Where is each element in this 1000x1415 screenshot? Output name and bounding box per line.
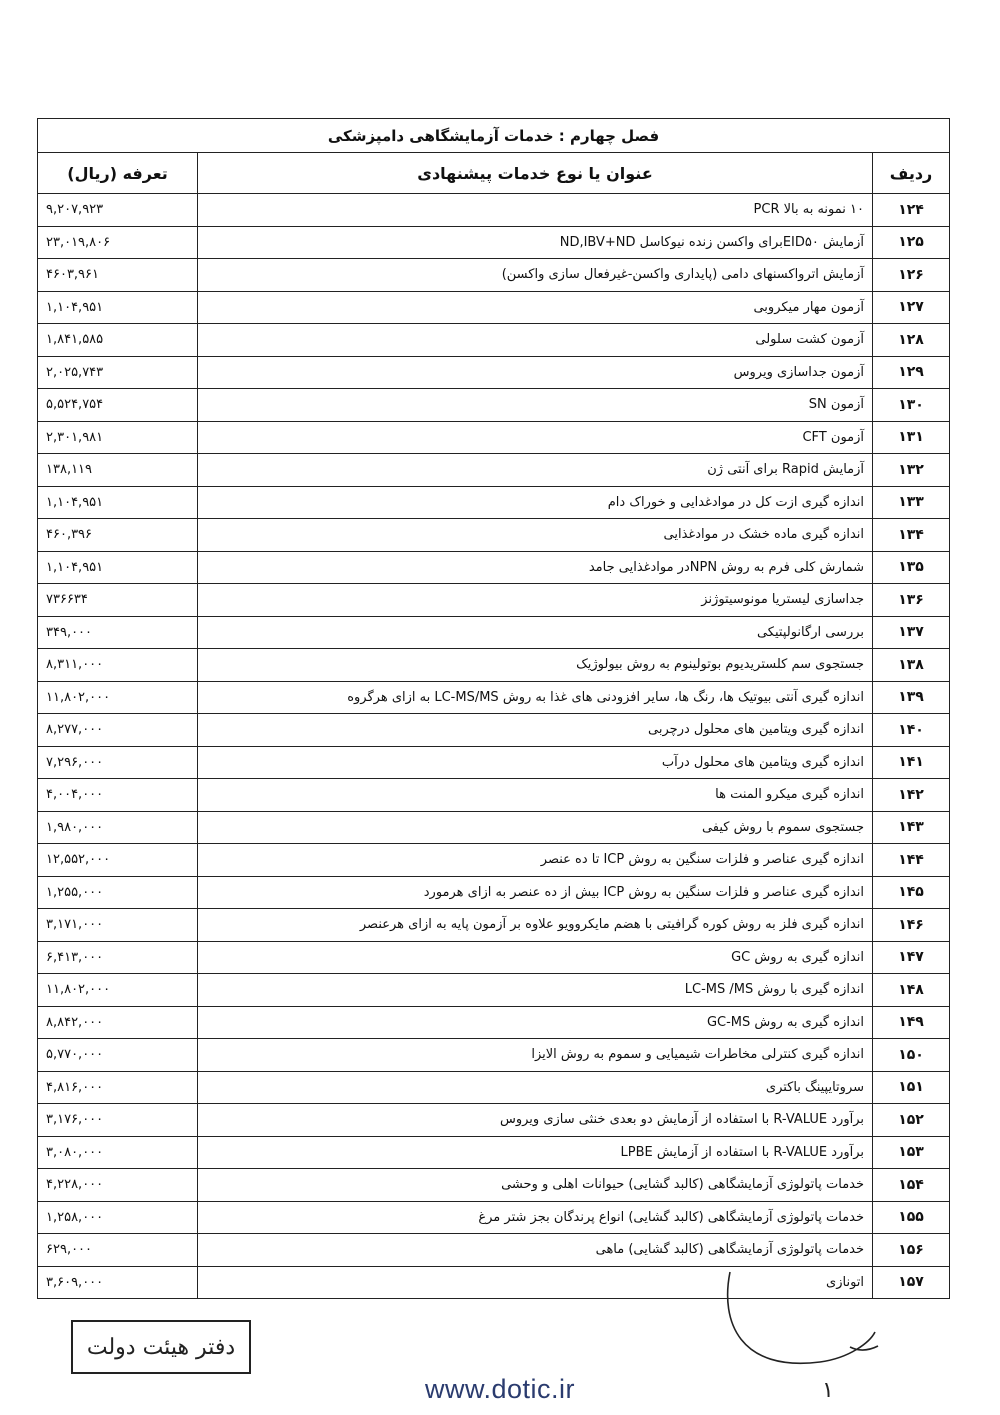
row-title: آزمون جداسازی ویروس — [198, 356, 873, 389]
tariff-table — [37, 118, 950, 1299]
row-index: ۱۴۸ — [873, 974, 950, 1007]
table-row — [38, 974, 950, 1007]
row-title: اندازه گیری آنتی بیوتیک ها، رنگ ها، سایر افزودنی های غذا به روش LC-MS/MS به ازای هرگروه — [198, 681, 873, 714]
row-title: اندازه گیری عناصر و فلزات سنگین به روش ICP بیش از ده عنصر به ازای هرمورد — [198, 876, 873, 909]
row-price: ۱۲,۵۵۲,۰۰۰ — [38, 844, 198, 877]
row-index: ۱۲۷ — [873, 291, 950, 324]
footer-url[interactable]: www.dotic.ir — [424, 1374, 576, 1404]
table-row — [38, 681, 950, 714]
row-title: اندازه گیری ماده خشک در موادغذایی — [198, 519, 873, 552]
row-index: ۱۴۹ — [873, 1006, 950, 1039]
row-index: ۱۴۷ — [873, 941, 950, 974]
row-price: ۳۴۹,۰۰۰ — [38, 616, 198, 649]
row-index: ۱۳۵ — [873, 551, 950, 584]
row-price: ۴۶۰,۳۹۶ — [38, 519, 198, 552]
table-row — [38, 324, 950, 357]
row-index: ۱۳۶ — [873, 584, 950, 617]
table-row — [38, 1006, 950, 1039]
row-title: جداسازی لیستریا مونوسیتوژنز — [198, 584, 873, 617]
row-price: ۱,۱۰۴,۹۵۱ — [38, 551, 198, 584]
row-index: ۱۴۶ — [873, 909, 950, 942]
row-price: ۲,۳۰۱,۹۸۱ — [38, 421, 198, 454]
row-price: ۹,۲۰۷,۹۲۳ — [38, 194, 198, 227]
row-index: ۱۲۸ — [873, 324, 950, 357]
chapter-title-row — [38, 119, 950, 153]
table-row — [38, 941, 950, 974]
header-row — [38, 153, 950, 194]
row-index: ۱۲۵ — [873, 226, 950, 259]
row-price: ۸,۸۴۲,۰۰۰ — [38, 1006, 198, 1039]
row-price: ۱,۱۰۴,۹۵۱ — [38, 486, 198, 519]
row-title: سروتایپینگ باکتری — [198, 1071, 873, 1104]
row-title: اندازه گیری به روش GC-MS — [198, 1006, 873, 1039]
row-price: ۱,۹۸۰,۰۰۰ — [38, 811, 198, 844]
row-title: خدمات پاتولوژی آزمایشگاهی (کالبد گشایی) ماهی — [198, 1234, 873, 1267]
table-row — [38, 584, 950, 617]
row-title: جستجوی سم کلستریدیوم بوتولینوم به روش بیولوژیک — [198, 649, 873, 682]
row-title: آزمون CFT — [198, 421, 873, 454]
row-price: ۶۲۹,۰۰۰ — [38, 1234, 198, 1267]
row-title: آزمون مهار میکروبی — [198, 291, 873, 324]
row-price: ۴,۰۰۴,۰۰۰ — [38, 779, 198, 812]
row-index: ۱۵۲ — [873, 1104, 950, 1137]
table-row — [38, 714, 950, 747]
table-row — [38, 1201, 950, 1234]
row-index: ۱۵۰ — [873, 1039, 950, 1072]
row-title: اندازه گیری با روش LC-MS /MS — [198, 974, 873, 1007]
row-title: بررسی ارگانولپتیکی — [198, 616, 873, 649]
row-price: ۴۶۰۳,۹۶۱ — [38, 259, 198, 292]
row-title: اندازه گیری به روش GC — [198, 941, 873, 974]
table-row — [38, 551, 950, 584]
row-index: ۱۲۶ — [873, 259, 950, 292]
row-price: ۳,۱۷۱,۰۰۰ — [38, 909, 198, 942]
row-index: ۱۳۰ — [873, 389, 950, 422]
row-title: آزمون کشت سلولی — [198, 324, 873, 357]
row-index: ۱۴۴ — [873, 844, 950, 877]
row-price: ۸,۲۷۷,۰۰۰ — [38, 714, 198, 747]
row-index: ۱۵۱ — [873, 1071, 950, 1104]
row-index: ۱۵۴ — [873, 1169, 950, 1202]
row-index: ۱۵۵ — [873, 1201, 950, 1234]
row-title: آزمون SN — [198, 389, 873, 422]
table-row — [38, 746, 950, 779]
row-title: ۱۰ نمونه به بالا PCR — [198, 194, 873, 227]
table-row — [38, 1136, 950, 1169]
table-row — [38, 194, 950, 227]
row-index: ۱۳۳ — [873, 486, 950, 519]
page-number: ۱ — [822, 1378, 834, 1403]
table-row — [38, 259, 950, 292]
table-body — [38, 194, 950, 1299]
row-price: ۱,۸۴۱,۵۸۵ — [38, 324, 198, 357]
row-title: شمارش کلی فرم به روش NPNدر موادغذایی جامد — [198, 551, 873, 584]
row-title: خدمات پاتولوژی آزمایشگاهی (کالبد گشایی) حیوانات اهلی و وحشی — [198, 1169, 873, 1202]
row-title: اندازه گیری عناصر و فلزات سنگین به روش ICP تا ده عنصر — [198, 844, 873, 877]
row-price: ۷,۲۹۶,۰۰۰ — [38, 746, 198, 779]
row-index: ۱۲۹ — [873, 356, 950, 389]
row-price: ۲۳,۰۱۹,۸۰۶ — [38, 226, 198, 259]
table-row — [38, 811, 950, 844]
row-price: ۵,۵۲۴,۷۵۴ — [38, 389, 198, 422]
row-index: ۱۵۳ — [873, 1136, 950, 1169]
table-row — [38, 1169, 950, 1202]
row-title: اتونازی — [198, 1266, 873, 1299]
row-index: ۱۴۱ — [873, 746, 950, 779]
table-row — [38, 909, 950, 942]
table-row — [38, 616, 950, 649]
row-price: ۱,۱۰۴,۹۵۱ — [38, 291, 198, 324]
row-index: ۱۴۳ — [873, 811, 950, 844]
header-title: عنوان یا نوع خدمات پیشنهادی — [198, 153, 873, 194]
tariff-document — [37, 118, 949, 1299]
row-title: اندازه گیری میکرو المنت ها — [198, 779, 873, 812]
row-title: اندازه گیری ویتامین های محلول درچربی — [198, 714, 873, 747]
row-price: ۱۱,۸۰۲,۰۰۰ — [38, 681, 198, 714]
government-office-stamp: دفتر هیئت دولت — [71, 1320, 251, 1374]
row-index: ۱۴۲ — [873, 779, 950, 812]
header-price: تعرفه (ریال) — [38, 153, 198, 194]
chapter-title: فصل چهارم : خدمات آزمایشگاهی دامپزشکی — [38, 119, 950, 153]
row-price: ۴,۲۲۸,۰۰۰ — [38, 1169, 198, 1202]
row-price: ۳,۶۰۹,۰۰۰ — [38, 1266, 198, 1299]
row-index: ۱۲۴ — [873, 194, 950, 227]
table-row — [38, 779, 950, 812]
row-title: آزمایش Rapid برای آنتی ژن — [198, 454, 873, 487]
row-index: ۱۳۸ — [873, 649, 950, 682]
table-row — [38, 876, 950, 909]
row-index: ۱۴۰ — [873, 714, 950, 747]
row-price: ۱۱,۸۰۲,۰۰۰ — [38, 974, 198, 1007]
row-index: ۱۳۱ — [873, 421, 950, 454]
row-title: اندازه گیری فلز به روش کوره گرافیتی با هضم مایکروویو علاوه بر آزمون پایه به ازای هرعنصر — [198, 909, 873, 942]
row-index: ۱۳۹ — [873, 681, 950, 714]
row-price: ۳,۱۷۶,۰۰۰ — [38, 1104, 198, 1137]
table-row — [38, 421, 950, 454]
table-row — [38, 454, 950, 487]
row-price: ۷۳۶۶۳۴ — [38, 584, 198, 617]
table-row — [38, 1039, 950, 1072]
row-price: ۱۳۸,۱۱۹ — [38, 454, 198, 487]
row-price: ۲,۰۲۵,۷۴۳ — [38, 356, 198, 389]
table-row — [38, 486, 950, 519]
header-index: ردیف — [873, 153, 950, 194]
table-row — [38, 519, 950, 552]
row-index: ۱۳۲ — [873, 454, 950, 487]
row-title: اندازه گیری کنترلی مخاطرات شیمیایی و سموم به روش الایزا — [198, 1039, 873, 1072]
row-index: ۱۳۷ — [873, 616, 950, 649]
row-title: اندازه گیری ازت کل در موادغدایی و خوراک دام — [198, 486, 873, 519]
table-row — [38, 1071, 950, 1104]
signature-mark — [700, 1262, 900, 1392]
row-title: آزمایش اترواکسنهای دامی (پایداری واکسن-غیرفعال سازی واکسن) — [198, 259, 873, 292]
row-index: ۱۵۷ — [873, 1266, 950, 1299]
row-index: ۱۵۶ — [873, 1234, 950, 1267]
row-title: برآورد R-VALUE با استفاده از آزمایش دو بعدی خنثی سازی ویروس — [198, 1104, 873, 1137]
row-title: آزمایش EID۵۰برای واکسن زنده نیوکاسل ND,IBV+ND — [198, 226, 873, 259]
row-price: ۵,۷۷۰,۰۰۰ — [38, 1039, 198, 1072]
row-price: ۱,۲۵۸,۰۰۰ — [38, 1201, 198, 1234]
table-row — [38, 1104, 950, 1137]
row-index: ۱۳۴ — [873, 519, 950, 552]
row-price: ۶,۴۱۳,۰۰۰ — [38, 941, 198, 974]
table-row — [38, 356, 950, 389]
table-row — [38, 649, 950, 682]
row-title: اندازه گیری ویتامین های محلول درآب — [198, 746, 873, 779]
table-row — [38, 291, 950, 324]
row-index: ۱۴۵ — [873, 876, 950, 909]
table-row — [38, 226, 950, 259]
row-title: خدمات پاتولوژی آزمایشگاهی (کالبد گشایی) انواع پرندگان بجز شتر مرغ — [198, 1201, 873, 1234]
row-price: ۳,۰۸۰,۰۰۰ — [38, 1136, 198, 1169]
table-row — [38, 389, 950, 422]
row-title: جستجوی سموم با روش کیفی — [198, 811, 873, 844]
row-price: ۴,۸۱۶,۰۰۰ — [38, 1071, 198, 1104]
row-title: برآورد R-VALUE با استفاده از آزمایش LPBE — [198, 1136, 873, 1169]
table-row — [38, 844, 950, 877]
row-price: ۱,۲۵۵,۰۰۰ — [38, 876, 198, 909]
row-price: ۸,۳۱۱,۰۰۰ — [38, 649, 198, 682]
